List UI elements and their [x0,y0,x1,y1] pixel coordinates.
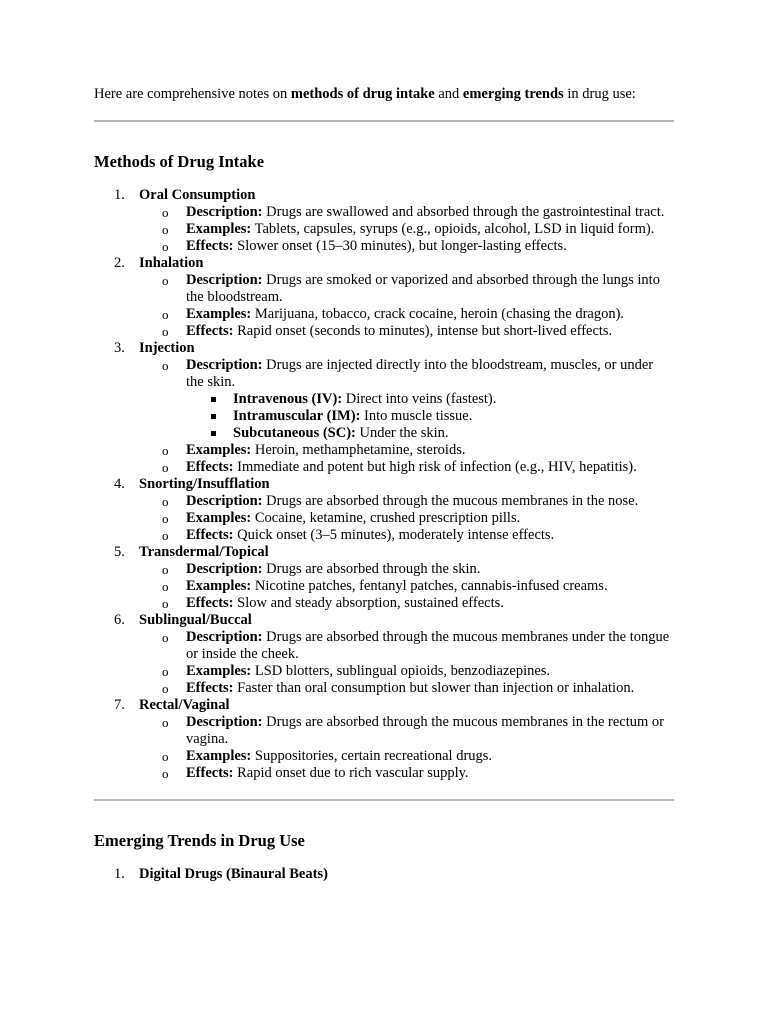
item-title: Digital Drugs (Binaural Beats) [139,866,328,882]
item-title: Oral Consumption [139,187,256,203]
intro-bold-trends: emerging trends [462,86,564,102]
point-label: Effects: [186,765,234,781]
point-label: Examples: [186,510,252,526]
point-text: Under the skin. [355,425,449,441]
item-number: 7. [114,697,125,713]
section-divider [94,799,674,801]
sub-item [162,357,674,442]
circle-bullet-icon: o [162,307,169,322]
item-number: 2. [114,255,125,271]
list-item [114,544,674,612]
point-label: Description: [186,629,263,645]
point-label: Description: [186,272,263,288]
circle-bullet-icon: o [162,562,169,577]
methods-list [94,187,674,782]
list-item [114,612,674,697]
item-title: Sublingual/Buccal [139,612,252,628]
sub-item [162,527,674,544]
point-label: Examples: [186,306,252,322]
point-text: Cocaine, ketamine, crushed prescription pills. [251,510,521,526]
point-label: Examples: [186,663,252,679]
sub-sub-item [233,425,674,442]
point-label: Effects: [186,680,234,696]
circle-bullet-icon: o [162,205,169,220]
sub-item [162,204,674,221]
intro-mid: and [434,86,463,102]
point-text: Direct into veins (fastest). [342,391,497,407]
circle-bullet-icon: o [162,494,169,509]
sub-item [162,629,674,663]
point-text: LSD blotters, sublingual opioids, benzodiazepines. [251,663,551,679]
circle-bullet-icon: o [162,324,169,339]
list-item [114,187,674,255]
circle-bullet-icon: o [162,358,169,373]
point-text: Drugs are swallowed and absorbed through the gastrointestinal tract. [262,204,665,220]
point-label: Intramuscular (IM): [233,408,361,424]
item-title: Rectal/Vaginal [139,697,230,713]
sub-item [162,578,674,595]
circle-bullet-icon: o [162,460,169,475]
list-item [114,697,674,782]
circle-bullet-icon: o [162,630,169,645]
sub-item [162,510,674,527]
point-label: Effects: [186,527,234,543]
circle-bullet-icon: o [162,443,169,458]
point-label: Description: [186,493,263,509]
point-label: Examples: [186,578,252,594]
trends-heading: Emerging Trends in Drug Use [94,831,305,850]
intro-paragraph [94,86,674,103]
point-text: Rapid onset (seconds to minutes), intense but short-lived effects. [233,323,613,339]
point-label: Examples: [186,442,252,458]
sub-item [162,459,674,476]
point-text: Drugs are absorbed through the skin. [262,561,481,577]
point-text: Immediate and potent but high risk of infection (e.g., HIV, hepatitis). [233,459,637,475]
point-label: Effects: [186,595,234,611]
circle-bullet-icon: o [162,239,169,254]
item-number: 4. [114,476,125,492]
item-title: Transdermal/Topical [139,544,269,560]
sub-item [162,663,674,680]
point-text: Faster than oral consumption but slower than injection or inhalation. [233,680,635,696]
circle-bullet-icon: o [162,511,169,526]
circle-bullet-icon: o [162,749,169,764]
sub-item [162,493,674,510]
point-label: Effects: [186,238,234,254]
point-label: Description: [186,204,263,220]
circle-bullet-icon: o [162,596,169,611]
point-text: Tablets, capsules, syrups (e.g., opioids, alcohol, LSD in liquid form). [251,221,655,237]
point-text: Suppositories, certain recreational drugs. [251,748,493,764]
item-number: 1. [114,187,125,203]
list-item [114,340,674,476]
injection-types-list [186,391,674,442]
sub-sub-item [233,391,674,408]
point-label: Description: [186,561,263,577]
sub-item [162,272,674,306]
point-label: Intravenous (IV): [233,391,343,407]
item-number: 5. [114,544,125,560]
point-label: Examples: [186,748,252,764]
sub-item [162,238,674,255]
point-text: Drugs are injected directly into the bloodstream, muscles, or under the skin. [186,357,654,390]
sub-item [162,748,674,765]
list-item [114,255,674,340]
sub-sub-item [233,408,674,425]
sub-item [162,680,674,697]
point-text: Drugs are absorbed through the mucous membranes under the tongue or inside the cheek. [186,629,670,662]
section-divider [94,120,674,122]
circle-bullet-icon: o [162,528,169,543]
circle-bullet-icon: o [162,681,169,696]
circle-bullet-icon: o [162,664,169,679]
square-bullet-icon [211,414,216,419]
item-number: 3. [114,340,125,356]
circle-bullet-icon: o [162,579,169,594]
point-text: Rapid onset due to rich vascular supply. [233,765,469,781]
point-text: Into muscle tissue. [360,408,473,424]
intro-bold-methods: methods of drug intake [290,86,435,102]
item-title: Snorting/Insufflation [139,476,270,492]
circle-bullet-icon: o [162,715,169,730]
point-label: Description: [186,357,263,373]
point-text: Slower onset (15–30 minutes), but longer-lasting effects. [233,238,567,254]
list-item [114,866,674,883]
point-text: Quick onset (3–5 minutes), moderately intense effects. [233,527,555,543]
item-number: 1. [114,866,125,882]
point-label: Examples: [186,221,252,237]
point-label: Description: [186,714,263,730]
point-text: Slow and steady absorption, sustained effects. [233,595,504,611]
point-label: Subcutaneous (SC): [233,425,356,441]
item-number: 6. [114,612,125,628]
sub-list [139,493,674,544]
point-text: Drugs are absorbed through the mucous membranes in the rectum or vagina. [186,714,664,747]
sub-item [162,765,674,782]
point-text: Marijuana, tobacco, crack cocaine, heroin (chasing the dragon). [251,306,625,322]
sub-item [162,442,674,459]
item-title: Inhalation [139,255,204,271]
sub-list [139,561,674,612]
sub-list [139,272,674,340]
sub-item [162,595,674,612]
intro-suffix: in drug use: [563,86,636,102]
sub-item [162,714,674,748]
sub-item [162,323,674,340]
point-text: Heroin, methamphetamine, steroids. [251,442,466,458]
sub-list [139,204,674,255]
intro-prefix: Here are comprehensive notes on [94,86,291,102]
sub-item [162,221,674,238]
circle-bullet-icon: o [162,222,169,237]
sub-list [139,714,674,782]
point-text: Drugs are smoked or vaporized and absorbed through the lungs into the bloodstream. [186,272,660,305]
point-label: Effects: [186,323,234,339]
circle-bullet-icon: o [162,273,169,288]
sub-list [139,629,674,697]
point-text: Nicotine patches, fentanyl patches, cannabis-infused creams. [251,578,608,594]
trends-list [94,866,674,883]
circle-bullet-icon: o [162,766,169,781]
sub-item [162,561,674,578]
square-bullet-icon [211,397,216,402]
point-text: Drugs are absorbed through the mucous membranes in the nose. [262,493,639,509]
sub-list [139,357,674,476]
sub-item [162,306,674,323]
list-item [114,476,674,544]
item-title: Injection [139,340,195,356]
square-bullet-icon [211,431,216,436]
point-label: Effects: [186,459,234,475]
methods-heading: Methods of Drug Intake [94,152,265,171]
